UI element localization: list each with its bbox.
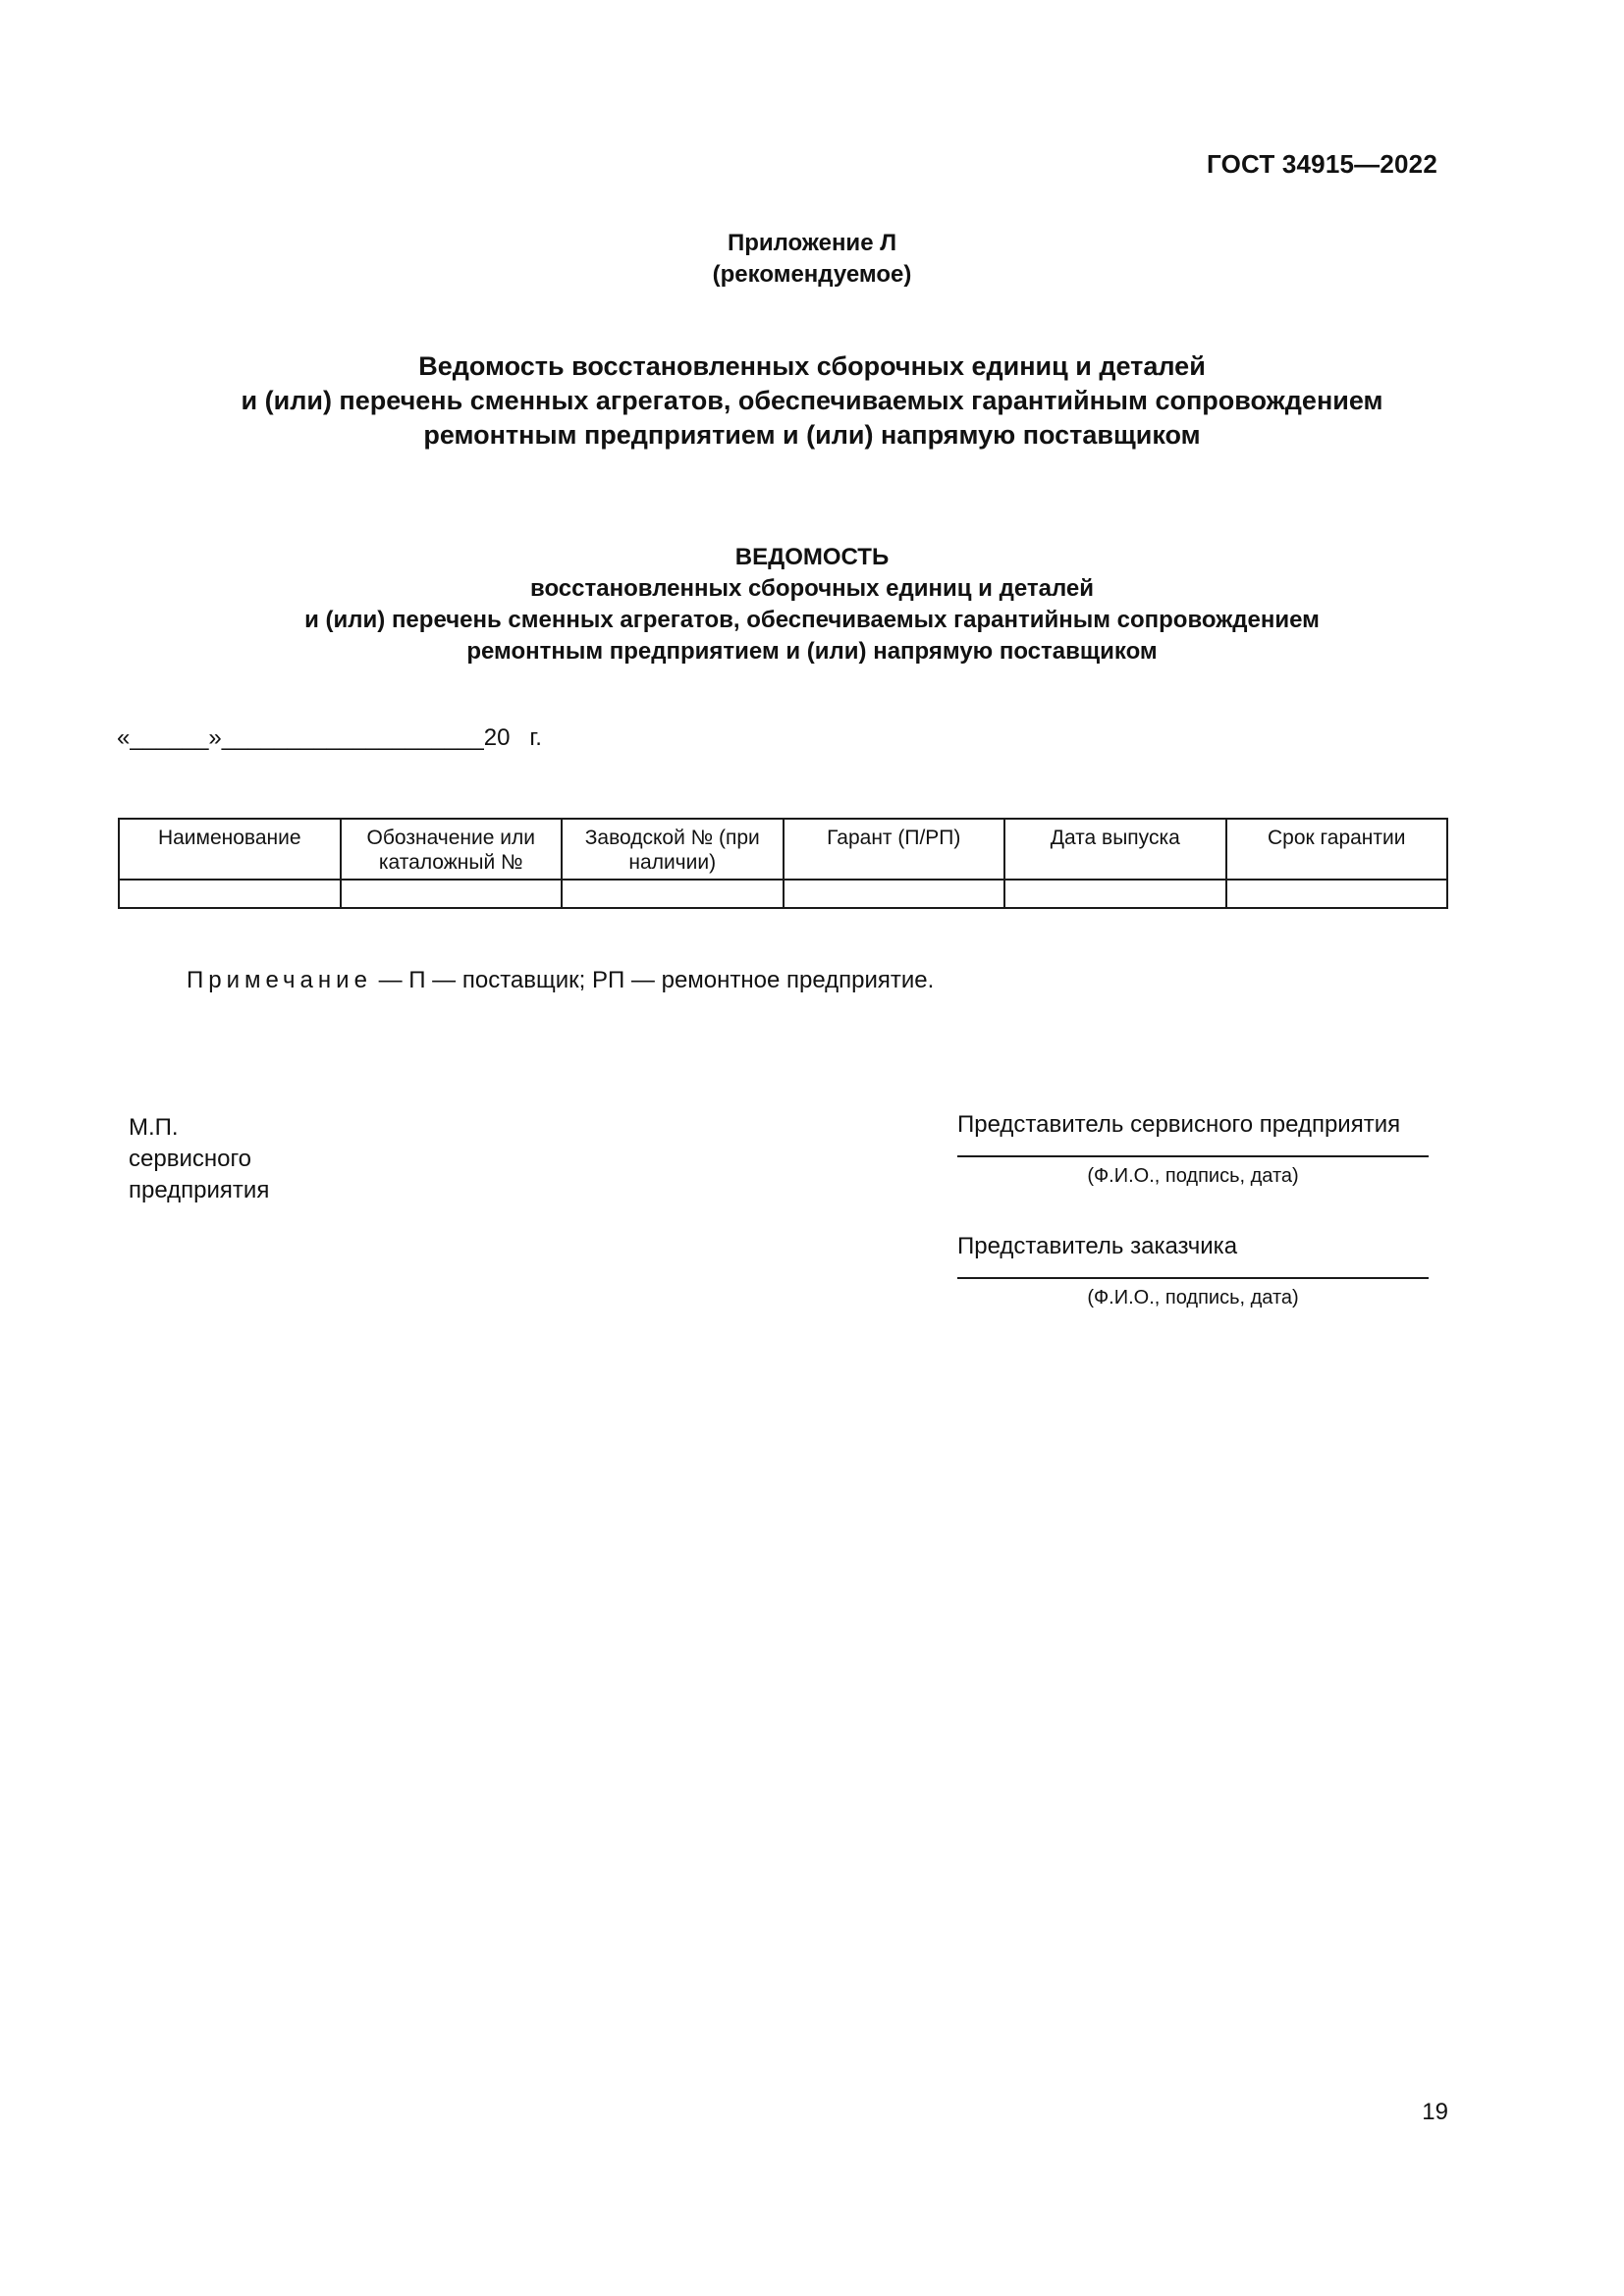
stamp-line: М.П. xyxy=(129,1114,179,1141)
table-cell xyxy=(562,880,784,908)
signature-caption: (Ф.И.О., подпись, дата) xyxy=(1087,1165,1299,1187)
form-title-line: ремонтным предприятием и (или) напрямую поставщиком xyxy=(466,638,1158,665)
form-title-line: восстановленных сборочных единиц и деталей xyxy=(530,575,1094,602)
ledger-table xyxy=(118,818,1448,909)
appendix-title-line: и (или) перечень сменных агрегатов, обеспечиваемых гарантийным сопровождением xyxy=(241,386,1383,415)
note-label: Примечание xyxy=(187,967,372,993)
column-header-release-date: Дата выпуска xyxy=(1004,819,1226,880)
appendix-title-line: Ведомость восстановленных сборочных единиц и деталей xyxy=(418,351,1206,381)
stamp-line: предприятия xyxy=(129,1177,270,1203)
signature-caption: (Ф.И.О., подпись, дата) xyxy=(1087,1287,1299,1308)
signature-line xyxy=(957,1155,1429,1157)
date-field: «______»____________________20 г. xyxy=(117,724,542,751)
table-cell xyxy=(784,880,1005,908)
table-row xyxy=(119,880,1447,908)
form-title-line: ВЕДОМОСТЬ xyxy=(734,544,890,570)
service-rep-label: Представитель сервисного предприятия xyxy=(957,1111,1401,1138)
column-header-name: Наименование xyxy=(119,819,341,880)
signature-line xyxy=(957,1277,1429,1279)
column-header-guarantor: Гарант (П/РП) xyxy=(784,819,1005,880)
page-number: 19 xyxy=(1422,2099,1448,2125)
table-cell xyxy=(1226,880,1448,908)
service-representative-signature xyxy=(957,1110,1429,1189)
table-cell xyxy=(1004,880,1226,908)
customer-representative-signature xyxy=(957,1232,1429,1310)
stamp-placeholder xyxy=(129,1112,269,1206)
column-header-serial-number: Заводской № (при наличии) xyxy=(562,819,784,880)
column-header-warranty-period: Срок гарантии xyxy=(1226,819,1448,880)
table-header-row xyxy=(119,819,1447,880)
table-cell xyxy=(119,880,341,908)
table-cell xyxy=(341,880,563,908)
document-code: ГОСТ 34915—2022 xyxy=(1207,149,1437,179)
appendix-heading xyxy=(0,228,1624,291)
appendix-title-line: ремонтным предприятием и (или) напрямую поставщиком xyxy=(423,420,1201,450)
table-note xyxy=(187,967,934,994)
form-title xyxy=(0,542,1624,667)
customer-rep-label: Представитель заказчика xyxy=(957,1233,1238,1259)
appendix-status: (рекомендуемое) xyxy=(712,261,912,288)
note-text: — П — поставщик; РП — ремонтное предприятие. xyxy=(371,967,935,993)
column-header-designation: Обозначение или каталожный № xyxy=(341,819,563,880)
stamp-line: сервисного xyxy=(129,1146,252,1172)
appendix-label: Приложение Л xyxy=(727,230,897,256)
form-title-line: и (или) перечень сменных агрегатов, обеспечиваемых гарантийным сопровождением xyxy=(304,607,1320,633)
appendix-title xyxy=(0,349,1624,453)
